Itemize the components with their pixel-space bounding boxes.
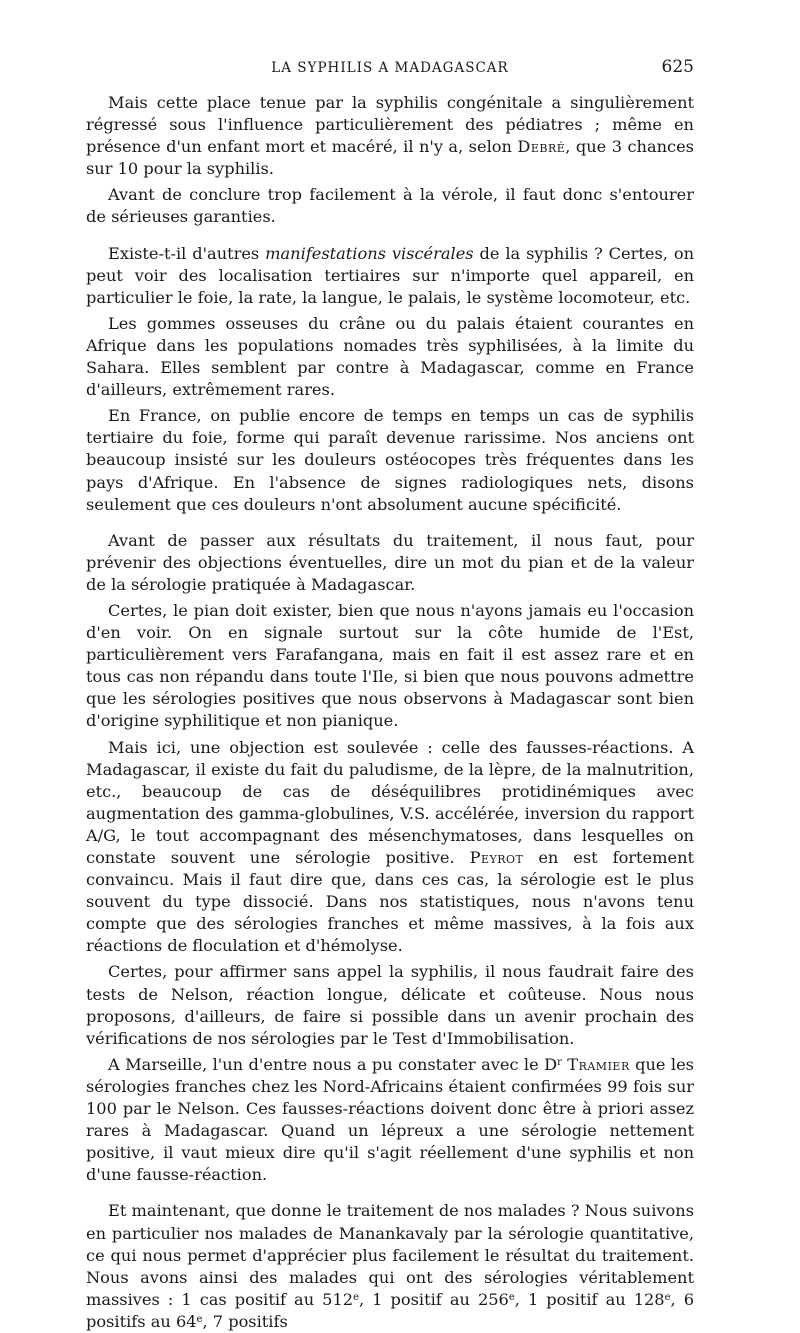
paragraph-text: Certes, le pian doit exister, bien que nous n'ayons jamais eu l'occasion d'en voir. On en signale surtout sur la côte humide de l'Est, particulièrement vers Farafangana, mais en fait il est assez rare et en tous cas non répandu dans toute l'Ile, si bien que nous pouvons admettre que les sérologies positives que nous observons à Madagascar sont bien d'origine syphilitique et non pianique. bbox=[86, 600, 694, 731]
author-name: Peyrot bbox=[469, 848, 524, 867]
paragraph-text: A Marseille, l'un d'entre nous a pu constater avec le D bbox=[108, 1054, 558, 1074]
paragraph-text: Mais cette place tenue par la syphilis congénitale a singulièrement régressé sous l'influence particulièrement des pédiatres ; même en présence d'un enfant mort et macéré, il n'y a, selon bbox=[86, 93, 694, 157]
paragraph-text: Les gommes osseuses du crâne ou du palais étaient courantes en Afrique dans les populations nomades très syphilisées, à la limite du Sahara. Elles semblent par contre à Madagascar, comme en France d'ailleurs, extrêmement rares. bbox=[86, 313, 694, 400]
superscript: r bbox=[557, 1056, 562, 1068]
author-name: Tramier bbox=[567, 1054, 630, 1074]
document-page bbox=[86, 58, 694, 1333]
paragraph-text: , 1 positif au 128 bbox=[514, 1289, 665, 1309]
paragraph-text: Certes, pour affirmer sans appel la syphilis, il nous faudrait faire des tests de Nelson, réaction longue, délicate et coûteuse. Nous nous proposons, d'ailleurs, de faire si possible dans un avenir prochain des vérifications de nos sérologies par le Test d'Immobilisation. bbox=[86, 962, 694, 1048]
paragraph-text: , que 3 chances sur 10 pour la syphilis. bbox=[86, 137, 694, 179]
superscript: e bbox=[353, 1291, 359, 1303]
paragraph-text: en est fortement convaincu. Mais il faut dire que, dans ces cas, la sérologie est le plus souvent du type dissocié. Dans nos statistiques, nous n'avons tenu compte que des sérologies franches et même massives, à la fois aux réactions de floculation et d'hémolyse. bbox=[86, 848, 694, 956]
page-number: 625 bbox=[661, 57, 694, 77]
paragraph bbox=[86, 184, 694, 228]
paragraph bbox=[86, 1054, 694, 1187]
paragraph-text: , 1 positif au 256 bbox=[359, 1289, 509, 1309]
paragraph bbox=[86, 961, 694, 1049]
paragraph-text: En France, on publie encore de temps en temps un cas de syphilis tertiaire du foie, forme qui paraît devenue rarissime. Nos anciens ont beaucoup insisté sur les douleurs ostéocopes très fréquentes dans les pays d'Afrique. En l'absence de signes radiologiques nets, disons seulement que ces douleurs n'ont absolument aucune spécificité. bbox=[86, 406, 694, 514]
body-text bbox=[86, 92, 694, 1333]
paragraph bbox=[86, 405, 694, 515]
superscript: e bbox=[508, 1291, 515, 1303]
paragraph-text: , 6 positifs au 64 bbox=[86, 1289, 695, 1331]
paragraph-text: Avant de passer aux résultats du traitement, il nous faut, pour prévenir des objections éventuelles, dire un mot du pian et de la valeur de la sérologie pratiquée à Madagascar. bbox=[86, 530, 694, 594]
running-title: LA SYPHILIS A MADAGASCAR bbox=[271, 60, 509, 76]
emphasis-text: manifestations viscérales bbox=[265, 243, 474, 263]
paragraph-text: que les sérologies franches chez les Nord-Africains étaient confirmées 99 fois sur 100 par le Nelson. Ces fausses-réactions doivent donc être à priori assez rares à Madagascar. Quand un lépreux a une sérologie nettement positive, il vaut mieux dire qu'il s'agit réellement d'une syphilis et non d'une fausse-réaction. bbox=[86, 1054, 694, 1185]
paragraph bbox=[86, 243, 694, 309]
paragraph bbox=[86, 1200, 694, 1333]
paragraph-text: Mais ici, une objection est soulevée : celle des fausses-réactions. A Madagascar, il existe du fait du paludisme, de la lèpre, de la malnutrition, etc., beaucoup de cas de déséquilibres protidinémiques avec augmentation des gamma-globulines, V.S. accélérée, inversion du rapport A/G, le tout accompagnant des mésenchymatoses, dans lesquelles on constate souvent une sérologie positive. bbox=[86, 737, 694, 867]
paragraph bbox=[86, 313, 694, 401]
paragraph bbox=[86, 737, 694, 958]
superscript: e bbox=[196, 1313, 203, 1325]
paragraph-text: Avant de conclure trop facilement à la vérole, il faut donc s'entourer de sérieuses garanties. bbox=[86, 185, 694, 227]
paragraph-text: , 7 positifs bbox=[202, 1311, 288, 1331]
page-header bbox=[86, 58, 694, 86]
paragraph-text: Existe-t-il d'autres bbox=[108, 243, 266, 263]
paragraph bbox=[86, 600, 694, 733]
paragraph bbox=[86, 92, 694, 180]
superscript: e bbox=[664, 1291, 671, 1303]
paragraph bbox=[86, 530, 694, 596]
author-name: Debré bbox=[517, 137, 566, 157]
paragraph-text: de la syphilis ? Certes, on peut voir des localisation tertiaires sur n'importe quel appareil, en particulier le foie, la rate, la langue, le palais, le système locomoteur, etc. bbox=[86, 243, 694, 307]
paragraph-text: Et maintenant, que donne le traitement de nos malades ? Nous suivons en particulier nos malades de Manankavaly par la sérologie quantitative, ce qui nous permet d'apprécier plus facilement le résultat du traitement. Nous avons ainsi des malades qui ont des sérologies véritablement massives : 1 cas positif au 512 bbox=[86, 1201, 694, 1309]
